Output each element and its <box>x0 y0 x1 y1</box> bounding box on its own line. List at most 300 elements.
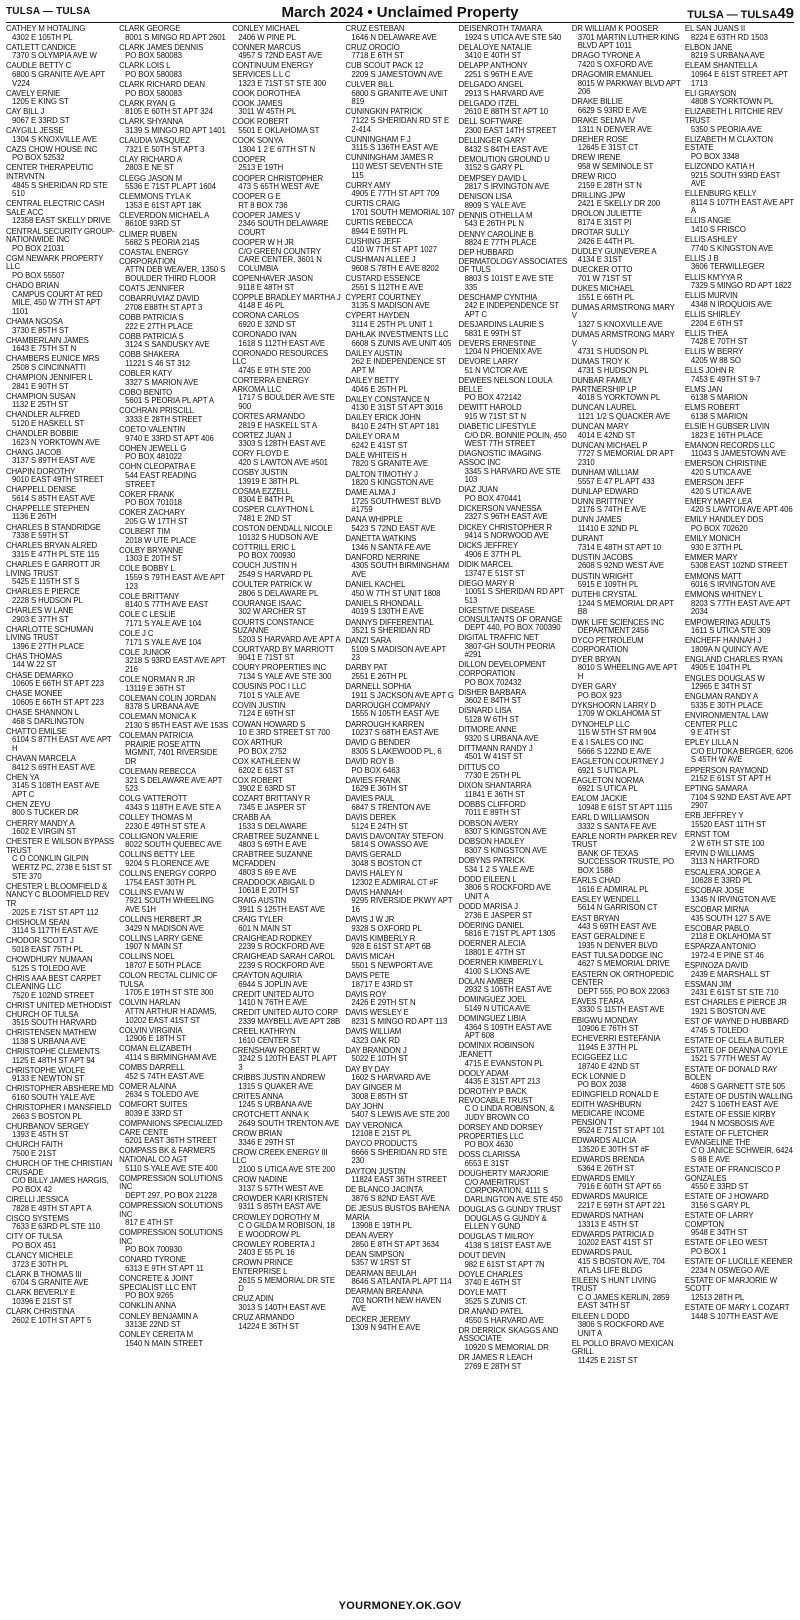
owner-address: 2217 E 59TH ST APT 221 <box>577 1200 666 1210</box>
owner-name: CORTEZ JUAN J <box>232 430 292 440</box>
listing-entry <box>345 294 454 311</box>
listing-entry <box>232 758 341 775</box>
owner-name: CRUZ ARMANDO <box>232 1313 295 1323</box>
listing-entry <box>119 768 228 794</box>
owner-name: CREDIT UNITED AUTO <box>232 989 314 999</box>
owner-name: CRADDOCK ABIGAIL D <box>232 877 315 887</box>
listing-entry <box>345 554 454 580</box>
owner-address: 8203 S 77TH EAST AVE APT 2034 <box>690 598 791 617</box>
listing-entry <box>119 389 228 406</box>
owner-name: CHARLES E GARROTT JR LIVING TRUST <box>6 559 101 578</box>
listing-entry <box>6 393 115 410</box>
listing-entry <box>232 721 341 738</box>
owner-name: DAHLAK INVESTMENTS LLC <box>345 330 449 340</box>
listing-entry <box>6 588 115 605</box>
listing-entry <box>345 870 454 887</box>
listing-entry <box>6 25 115 42</box>
listing-entry <box>685 423 794 440</box>
owner-address: 2549 S HARVARD PL <box>238 570 313 580</box>
owner-address: 2819 E HASKELL ST A <box>238 420 317 430</box>
owner-name: DARNELL SOPHIA <box>345 682 412 692</box>
owner-address: 8304 E 84TH PL <box>238 495 295 505</box>
owner-address: 1346 N SANTA FE AVE <box>351 542 431 552</box>
listing-entry <box>572 1101 681 1135</box>
owner-address: 5149 N UTICA AVE <box>464 1003 530 1013</box>
owner-name: DEWEES NELSON LOULA BELLE <box>458 376 552 394</box>
owner-address: 8039 E 33RD ST <box>125 1108 183 1118</box>
listing-entry <box>572 1017 681 1034</box>
owner-address: PO BOX 470441 <box>464 493 522 503</box>
owner-name: EDWARDS EMILY <box>571 1173 635 1183</box>
owner-address: 1623 N YORKTOWN AVE <box>12 437 100 447</box>
listing-entry <box>345 739 454 756</box>
listing-entry <box>459 1327 568 1353</box>
owner-name: DE JESUS BUSTOS BAHENA MARIA <box>345 1203 450 1222</box>
listing-entry <box>685 962 794 979</box>
owner-address: 6921 S UTICA PL <box>577 784 638 794</box>
owner-address: 3008 E 85TH ST <box>351 1091 409 1101</box>
owner-address: 11945 E 37TH PL <box>577 1042 638 1052</box>
owner-name: EAST BRYAN <box>571 913 620 923</box>
owner-name: EDWARDS MAURICE <box>571 1192 648 1202</box>
owner-address: PO BOX 700930 <box>238 551 296 561</box>
listing-entry <box>572 442 681 468</box>
owner-name: CLARK LOIS L <box>119 61 171 71</box>
listing-entry <box>459 634 568 660</box>
owner-address: 6201 EAST 36TH STREET <box>125 1136 217 1146</box>
owner-address: 9295 RIVERSIDE PKWY APT 16 <box>351 896 453 914</box>
owner-name: COBLER KATY <box>119 368 173 378</box>
owner-address: 2018 W UTE PLACE <box>125 535 196 545</box>
owner-name: COMFORT SUITES <box>119 1100 188 1110</box>
owner-address: 3137 S 57TH WEST AVE <box>238 1183 324 1193</box>
owner-name: DEAN AVERY <box>345 1231 394 1241</box>
owner-name: DIGITAL TRAFFIC NET <box>458 633 539 643</box>
owner-address: 18717 E 43RD ST <box>351 979 414 989</box>
listing-entry <box>119 889 228 915</box>
owner-address: 8105 E 60TH ST APT 324 <box>125 107 213 117</box>
owner-address: 9320 S URBANA AVE <box>464 733 539 743</box>
owner-name: DAVIES FRANK <box>345 775 401 785</box>
listing-entry <box>232 544 341 561</box>
listing-entry <box>572 358 681 375</box>
owner-name: EST CHARLES E PIERCE JR <box>684 998 787 1008</box>
owner-name: ESTATE OF CLELA BUTLER <box>684 1035 785 1045</box>
owner-address: 3911 S 125TH EAST AVE <box>238 904 326 914</box>
listing-entry <box>119 1027 228 1044</box>
listing-entry <box>232 814 341 831</box>
owner-name: CGM NEWARK PROPERTY LLC <box>6 253 104 272</box>
owner-name: DUNLAP EDWARD <box>571 486 639 496</box>
listing-entry <box>119 137 228 154</box>
listing-entry <box>119 491 228 508</box>
owner-name: ESTATE OF DUSTIN WALLING <box>684 1091 793 1101</box>
listing-entry <box>459 561 568 578</box>
owner-address: 543 E 26TH PL N <box>464 219 524 229</box>
owner-address: 2234 N OSWEGO AVE <box>690 1265 770 1275</box>
listing-entry <box>119 833 228 850</box>
owner-name: EST OF WAYNE D HUBBARD <box>684 1017 789 1027</box>
owner-address: 9414 S NORWOOD AVE <box>464 531 549 541</box>
owner-address: 6920 E 32ND ST <box>238 320 296 329</box>
owner-name: DELGADO ANGEL <box>458 80 524 90</box>
listing-entry <box>119 351 228 368</box>
owner-name: ESTATE OF FLETCHER EVANGELINE THE <box>684 1129 769 1147</box>
listing-entry <box>345 1047 454 1064</box>
owner-address: 7370 S OLYMPIA AVE W <box>12 51 97 61</box>
owner-name: ELSIE H GUBSER LIVIN <box>684 422 770 432</box>
owner-address: 7633 E 63RD PL STE 110 <box>12 1222 100 1232</box>
listing-entry <box>685 767 794 784</box>
owner-name: CHANDLER BOBBIE <box>6 429 79 439</box>
owner-name: DOYLE CHARLES <box>458 1269 523 1279</box>
owner-name: CURRY AMY <box>345 180 391 190</box>
owner-address: PO BOX 52532 <box>12 153 65 163</box>
listing-entry <box>685 236 794 253</box>
owner-name: DAILEY ERICK JOHN <box>345 413 421 423</box>
owner-address: 6160 SOUTH YALE AVE <box>12 1092 96 1102</box>
owner-name: ESTATE OF MARJORIE W SCOTT <box>684 1275 777 1294</box>
listing-entry <box>6 1002 115 1028</box>
owner-address: 7916 E 60TH ST APT 65 <box>577 1182 662 1192</box>
owner-name: COBB SHAKERA <box>119 350 180 360</box>
owner-name: CHEN ZEYU <box>6 799 51 809</box>
owner-address: 10202 EAST 41ST ST <box>577 1238 653 1248</box>
owner-name: DOBYNS PATRICK <box>458 855 525 865</box>
listing-entry <box>685 850 794 867</box>
listing-entry <box>119 81 228 98</box>
owner-name: EAGLETON NORMA <box>571 775 644 785</box>
owner-address: 5614 N GARRISON CT <box>577 903 658 913</box>
owner-name: E & I SALES CO INC <box>571 738 644 748</box>
listing-entry <box>345 851 454 868</box>
owner-name: COLEMAN PATRICIA <box>119 731 194 741</box>
owner-address: 4114 S BIRMINGHAM AVE <box>125 1052 217 1062</box>
owner-name: CHRISTOPHER ABSHERE MD <box>6 1084 114 1094</box>
owner-address: 3114 S 117TH EAST AVE <box>12 926 99 936</box>
owner-address: 2339 MAYBELL AVE APT 28B <box>238 1017 341 1027</box>
owner-address: 2159 E 28TH ST N <box>577 180 642 190</box>
owner-address: 3115 S 136TH EAST AVE <box>351 143 439 153</box>
owner-name: COOK ROBERT <box>232 117 289 127</box>
owner-address: 5110 S YALE AVE STE 400 <box>125 1163 218 1173</box>
listing-entry <box>232 25 341 42</box>
owner-name: ENVIRONMENTAL LAW CENTER PLLC <box>684 710 769 729</box>
listing-entry <box>6 1271 115 1288</box>
owner-address: 10605 E 66TH ST APT 223 <box>12 679 104 689</box>
owner-address: 4608 S GARNETT STE 505 <box>690 1081 786 1091</box>
listing-entry <box>6 1048 115 1065</box>
listing-entry <box>119 175 228 192</box>
listing-entry <box>119 1101 228 1118</box>
owner-name: CRITES ANNA <box>232 1091 284 1101</box>
owner-address: 420 S UTICA AVE <box>690 486 752 496</box>
owner-address: 18707 E 50TH PLACE <box>125 960 202 970</box>
listing-entry <box>232 683 341 700</box>
listing-entry <box>119 463 228 489</box>
owner-name: ELIZABETH L RITCHIE REV TRUST <box>684 107 783 125</box>
listing-entry <box>459 1206 568 1232</box>
owner-address: 2251 S 96TH E AVE <box>464 69 533 79</box>
listing-entry <box>459 44 568 61</box>
owner-address: 4731 S HUDSON PL <box>577 347 649 357</box>
listing-entry <box>345 1122 454 1139</box>
listing-entry <box>345 1316 454 1333</box>
listing-entry <box>459 1271 568 1288</box>
listing-entry <box>685 479 794 496</box>
owner-address: 1309 N 94TH E AVE <box>351 1323 421 1333</box>
owner-address: PO BOX 1 <box>690 1246 727 1256</box>
listing-entry <box>459 1170 568 1204</box>
owner-address: 4014 E 42ND ST <box>577 430 636 440</box>
owner-address: 3730 E 85TH ST <box>12 325 69 335</box>
owner-address: 3515 SOUTH HARVARD <box>12 1018 97 1028</box>
owner-name: CROW BRIAN <box>232 1129 282 1139</box>
listing-entry <box>459 25 568 42</box>
owner-name: EILEEN L DODD <box>571 1311 630 1321</box>
owner-address: 7420 S OXFORD AVE <box>577 59 653 69</box>
listing-entry <box>6 774 115 800</box>
owner-name: CORONADO IVAN <box>232 330 297 340</box>
listing-entry <box>685 619 794 636</box>
listing-entry <box>685 348 794 365</box>
owner-name: ELIZABETH M CLAXTON ESTATE <box>684 134 773 153</box>
owner-address: 544 EAST READING STREET <box>125 471 197 489</box>
owner-name: EDITH WASHBURN MEDICARE INCOME PENSION T <box>571 1100 645 1127</box>
owner-name: DOMINIX ROBINSON JEANETT <box>458 1041 535 1059</box>
owner-name: DUNCAN LAUREL <box>571 403 637 413</box>
owner-address: 2346 SOUTH DELAWARE COURT <box>238 219 329 238</box>
owner-name: ELLIS ANGIE <box>684 216 731 226</box>
owner-address: 7171 S YALE AVE 104 <box>125 637 202 647</box>
listing-entry <box>459 607 568 633</box>
listing-entry <box>232 137 341 154</box>
listing-columns <box>6 25 794 1595</box>
owner-address: 1820 S KINGSTON AVE <box>351 478 434 488</box>
owner-name: CUNNINGHAM JAMES R <box>345 153 434 163</box>
owner-name: DAILEY ORA M <box>345 432 400 442</box>
owner-address: 3806 S ROCKFORD AVE UNIT A <box>577 1320 665 1338</box>
listing-entry <box>459 542 568 559</box>
owner-name: COUCH JUSTIN H <box>232 561 297 571</box>
owner-address: 9041 E 71ST ST <box>238 653 295 663</box>
owner-address: 3723 E 30TH PL <box>12 1259 69 1269</box>
owner-name: DIXON SHANTARRA <box>458 781 532 791</box>
owner-address: 1924 S UTICA AVE STE 540 <box>464 32 562 42</box>
owner-name: DOBBS CLIFFORD <box>458 799 526 809</box>
owner-name: CUNNINGHAM F J <box>345 134 411 144</box>
listing-entry <box>345 600 454 617</box>
owner-name: EAST TULSA DODGE INC <box>571 950 664 960</box>
owner-name: CHATTO EMILSE <box>6 726 67 736</box>
listing-entry <box>119 156 228 173</box>
owner-address: 1304 S KNOXVILLE AVE <box>12 134 97 144</box>
owner-address: 410 W 7TH ST APT 1027 <box>351 245 438 255</box>
owner-name: EARLE NORTH PARKER REV TRUST <box>571 831 677 850</box>
owner-name: DILLON DEVELOPMENT CORPORATION <box>458 660 546 679</box>
owner-address: 10132 S HUDSON AVE <box>238 532 319 542</box>
owner-name: COLG VATTEROTT <box>119 794 188 804</box>
owner-address: 3410 E 40TH ST <box>464 51 522 61</box>
owner-name: EAST GERALDINE E <box>571 932 645 942</box>
listing-column-2 <box>119 25 228 1595</box>
owner-address: 5666 S 122ND E AVE <box>577 746 652 756</box>
owner-name: EPTING SAMARA <box>684 784 748 794</box>
listing-entry <box>345 889 454 915</box>
owner-address: 8432 S 84TH EAST AVE <box>464 144 548 154</box>
owner-name: CYPERT COURTNEY <box>345 292 422 302</box>
listing-entry <box>119 1147 228 1173</box>
listing-entry <box>6 108 115 125</box>
owner-address: 1602 S HARVARD AVE <box>351 1073 431 1083</box>
owner-address: 1602 E VIRGIN ST <box>12 827 77 837</box>
owner-address: 2634 S TOLEDO AVE <box>125 1090 199 1100</box>
owner-name: COBB PATRICIA S <box>119 331 184 341</box>
owner-name: EMERSON JEFF <box>684 478 744 488</box>
owner-address: PO BOX 6463 <box>351 765 400 775</box>
owner-address: 5022 E 10TH ST <box>351 1054 409 1064</box>
owner-address: 8305 S LAKEWOOD PL, 6 <box>351 746 442 756</box>
owner-name: CONARD TYRONE <box>119 1255 187 1265</box>
listing-entry <box>572 1137 681 1154</box>
owner-address: 8410 E 24TH ST APT 181 <box>351 422 440 432</box>
owner-name: EMILY HANDLEY DDS <box>684 515 764 525</box>
owner-name: DANZI SARA <box>345 636 392 646</box>
owner-address: 242 E INDEPENDENCE ST APT C <box>464 301 559 319</box>
owner-name: COLE C LESLIE <box>119 610 176 620</box>
listing-entry <box>685 869 794 886</box>
owner-address: 2602 E 10TH ST APT 5 <box>12 1315 92 1325</box>
owner-name: COHEN JEWELL G <box>119 443 187 453</box>
listing-entry <box>459 423 568 449</box>
owner-name: CLARK RYAN G <box>119 98 176 108</box>
listing-entry <box>232 646 341 663</box>
owner-address: 415 S BOSTON AVE, 704 ATLAS LIFE BLDG <box>577 1256 666 1275</box>
owner-address: 5501 S NEWPORT AVE <box>351 960 433 970</box>
listing-entry <box>459 450 568 484</box>
listing-entry <box>572 535 681 552</box>
owner-address: 10 E 3RD STREET ST 700 <box>238 728 330 738</box>
owner-name: DENNY CAROLINE B <box>458 229 534 239</box>
owner-name: DIGESTIVE DISEASE CONSULTANTS OF ORANGE <box>458 605 563 624</box>
owner-address: 4803 S 69TH E AVE <box>238 840 307 850</box>
listing-entry <box>685 442 794 459</box>
listing-entry <box>345 219 454 236</box>
owner-address: 8010 S WHEELING AVE APT H <box>577 663 678 682</box>
owner-name: CHASE SHANNON L <box>6 707 80 717</box>
listing-entry <box>345 637 454 663</box>
owner-name: EL POLLO BRAVO MEXICAN GRILL <box>571 1338 674 1357</box>
owner-name: DAVIS J W JR <box>345 915 395 924</box>
owner-name: EPLEY LILLA N <box>684 738 739 748</box>
owner-name: EMERSON CHRISTINE <box>684 459 767 469</box>
owner-address: 1907 N MAIN ST <box>125 942 183 952</box>
listing-entry <box>119 1045 228 1062</box>
owner-address: 3303 S 128TH EAST AVE <box>238 439 326 449</box>
listing-entry <box>6 690 115 707</box>
owner-address: 7740 S KINGSTON AVE <box>690 243 774 253</box>
owner-address: 3602 E 84TH ST <box>464 696 522 706</box>
listing-entry <box>119 295 228 312</box>
owner-name: COSPER CLAYTHON L <box>232 505 315 515</box>
owner-name: DUDLEY GUINEVERE A <box>571 246 657 256</box>
listing-entry <box>6 337 115 354</box>
owner-address: 7171 S YALE AVE 104 <box>125 619 202 628</box>
owner-address: PO BOX 580083 <box>125 88 182 98</box>
owner-name: DRAKE BILLIE <box>571 97 623 107</box>
listing-entry <box>572 404 681 421</box>
owner-name: DRILLING JPW <box>571 190 626 200</box>
owner-address: 7134 S YALE AVE STE 300 <box>238 672 332 682</box>
owner-name: CLIMER RUBEN <box>119 229 177 239</box>
owner-address: 4205 W 88 SO <box>690 355 741 365</box>
owner-name: EALOM JACKIE <box>571 794 628 804</box>
owner-address: 3048 S BOSTON CT <box>351 858 423 868</box>
listing-entry <box>345 953 454 970</box>
owner-address: 3876 S 82ND EAST AVE <box>351 1193 436 1203</box>
owner-address: PO BOX 923 <box>577 690 622 700</box>
owner-name: CENTRAL ELECTRIC CASH SALE ACC <box>6 199 105 217</box>
listing-entry <box>685 812 794 829</box>
owner-name: DOMINGUEZ LIBIA <box>458 1014 526 1024</box>
listing-entry <box>232 702 341 719</box>
listing-entry <box>572 833 681 876</box>
owner-name: COTTRILL ERIC L <box>232 542 296 552</box>
listing-entry <box>345 516 454 533</box>
owner-address: 2228 S HUDSON PL <box>12 595 83 605</box>
listing-entry <box>119 445 228 462</box>
listing-entry <box>345 1232 454 1249</box>
owner-address: 1125 E 48TH ST APT 94 <box>12 1055 95 1065</box>
owner-address: 110 WEST SEVENTH STE 115 <box>351 161 443 180</box>
owner-name: DYCO PETROLEUM CORPORATION <box>571 636 644 654</box>
owner-name: DANFORD NERRINE <box>345 552 420 562</box>
owner-name: ECK LONNIE D <box>571 1071 626 1081</box>
listing-entry <box>345 1009 454 1026</box>
owner-address: 7481 E 2ND ST <box>238 513 292 523</box>
owner-address: 13919 E 38TH PL <box>238 476 299 486</box>
listing-entry <box>6 505 115 522</box>
owner-address: ATTN DEB WEAVER, 1350 S BOULDER THIRD FLOOR <box>125 265 226 284</box>
listing-entry <box>6 200 115 226</box>
owner-name: DOUGLAS G GUNDY TRUST <box>458 1205 562 1214</box>
owner-address: 3333 E 28TH STREET <box>125 414 203 424</box>
owner-address: 5423 S 72ND EAST AVE <box>351 524 436 534</box>
owner-name: DAVIS DEREK <box>345 812 397 822</box>
owner-name: CRUZ OROCIO <box>345 42 400 52</box>
listing-entry <box>345 62 454 79</box>
owner-name: DITTMANN RANDY J <box>458 743 533 753</box>
owner-name: DUMAS TROY K <box>571 357 630 367</box>
owner-address: 3327 S MARION AVE <box>125 377 199 387</box>
listing-entry <box>572 266 681 283</box>
owner-name: EMILY MONICH <box>684 534 741 544</box>
listing-entry <box>685 498 794 515</box>
owner-address: 5614 S 85TH EAST AVE <box>12 493 96 503</box>
listing-entry <box>119 851 228 868</box>
owner-address: 321 S DELAWARE AVE APT 523 <box>125 775 223 794</box>
owner-address: 2421 E SKELLY DR 200 <box>577 199 660 209</box>
owner-address: 1245 S URBANA AVE <box>238 1100 313 1110</box>
listing-column-1 <box>6 25 115 1595</box>
owner-name: DAVIS MICAH <box>345 952 395 962</box>
listing-entry <box>459 764 568 781</box>
listing-entry <box>572 1175 681 1192</box>
listing-entry <box>572 1073 681 1090</box>
listing-entry <box>345 833 454 850</box>
owner-address: 601 N MAIN ST <box>238 923 292 933</box>
owner-address: 7730 E 25TH PL <box>464 771 521 781</box>
